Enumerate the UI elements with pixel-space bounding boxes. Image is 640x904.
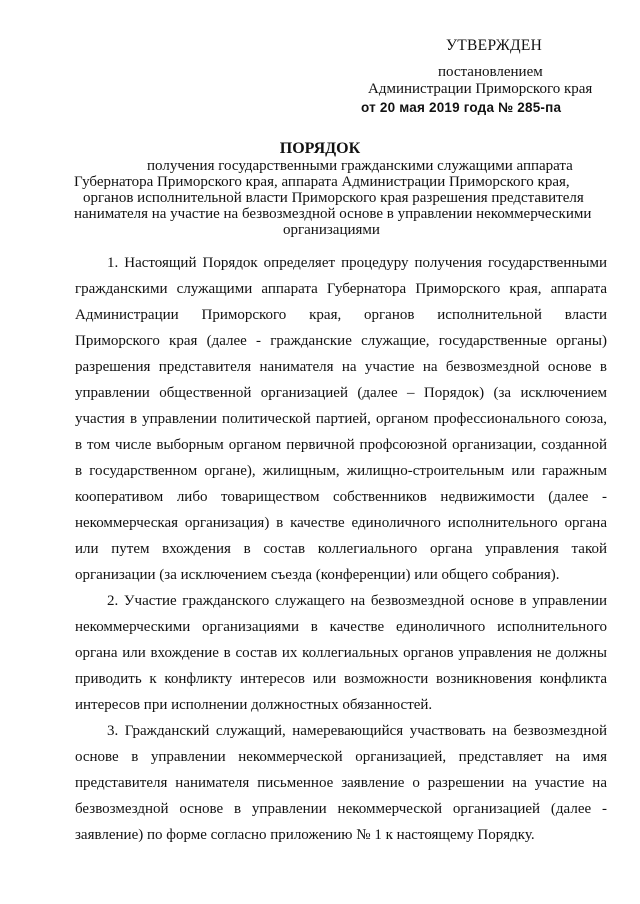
paragraph-2-line: некоммерческими организациями в качестве единоличного исполнительного (75, 619, 607, 635)
paragraph-3-line: заявление) по форме согласно приложению № 1 к настоящему Порядку. (75, 827, 535, 843)
paragraph-1-line: кооперативом либо товариществом собственников недвижимости (далее - (75, 489, 607, 505)
paragraph-3-line: представителя нанимателя письменное заявление о разрешении на участие на (75, 775, 607, 791)
paragraph-1-line: разрешения представителя нанимателя на участие на безвозмездной основе в (75, 359, 607, 375)
document-subtitle-line: нанимателя на участие на безвозмездной основе в управлении некоммерческими (74, 206, 592, 222)
approval-line-resolution: постановлением (438, 64, 543, 80)
paragraph-3-line: 3. Гражданский служащий, намеревающийся участвовать на безвозмездной (107, 723, 607, 739)
paragraph-1-line: организации (за исключением съезда (конференции) или общего собрания). (75, 567, 560, 583)
approval-line-authority: Администрации Приморского края (368, 81, 593, 97)
paragraph-1-line: гражданскими служащими аппарата Губернатора Приморского края, аппарата (75, 281, 607, 297)
paragraph-2-line: интересов при исполнении должностных обязанностей. (75, 697, 433, 713)
approval-line-date-number: от 20 мая 2019 года № 285-па (361, 100, 562, 115)
document-subtitle-line: Губернатора Приморского края, аппарата Администрации Приморского края, (74, 174, 570, 190)
approval-title: УТВЕРЖДЕН (446, 37, 543, 54)
document-subtitle-line: получения государственными гражданскими служащими аппарата (147, 158, 573, 174)
paragraph-1-line: Администрации Приморского края, органов исполнительной власти (75, 307, 607, 323)
document-title: ПОРЯДОК (279, 140, 361, 157)
paragraph-2-line: органа или вхождение в состав их коллегиальных органов управления не должны (75, 645, 607, 661)
paragraph-1-line: некоммерческая организация) в качестве единоличного исполнительного органа (75, 515, 607, 531)
paragraph-3-line: основе в управлении некоммерческой организацией, представляет на имя (75, 749, 607, 765)
paragraph-1-line: Приморского края (далее - гражданские служащие, государственные органы) (75, 333, 607, 349)
document-subtitle-line: органов исполнительной власти Приморского края разрешения представителя (83, 190, 584, 206)
document-subtitle-line: организациями (283, 222, 380, 238)
paragraph-2-line: 2. Участие гражданского служащего на безвозмездной основе в управлении (107, 593, 607, 609)
paragraph-3-line: безвозмездной основе в управлении некоммерческой организацией (далее - (75, 801, 607, 817)
paragraph-1-line: 1. Настоящий Порядок определяет процедуру получения государственными (107, 255, 607, 271)
paragraph-1-line: или путем вхождения в состав коллегиального органа управления такой (75, 541, 607, 557)
paragraph-1-line: в государственном органе), жилищным, жилищно-строительным или гаражным (75, 463, 607, 479)
paragraph-1-line: участия в управлении политической партией, органом профессионального союза, (75, 411, 607, 427)
paragraph-2-line: приводить к конфликту интересов или возможности возникновения конфликта (75, 671, 607, 687)
paragraph-1-line: в том числе выборным органом первичной профсоюзной организации, созданной (75, 437, 607, 453)
paragraph-1-line: управлении общественной организацией (далее – Порядок) (за исключением (75, 385, 607, 401)
